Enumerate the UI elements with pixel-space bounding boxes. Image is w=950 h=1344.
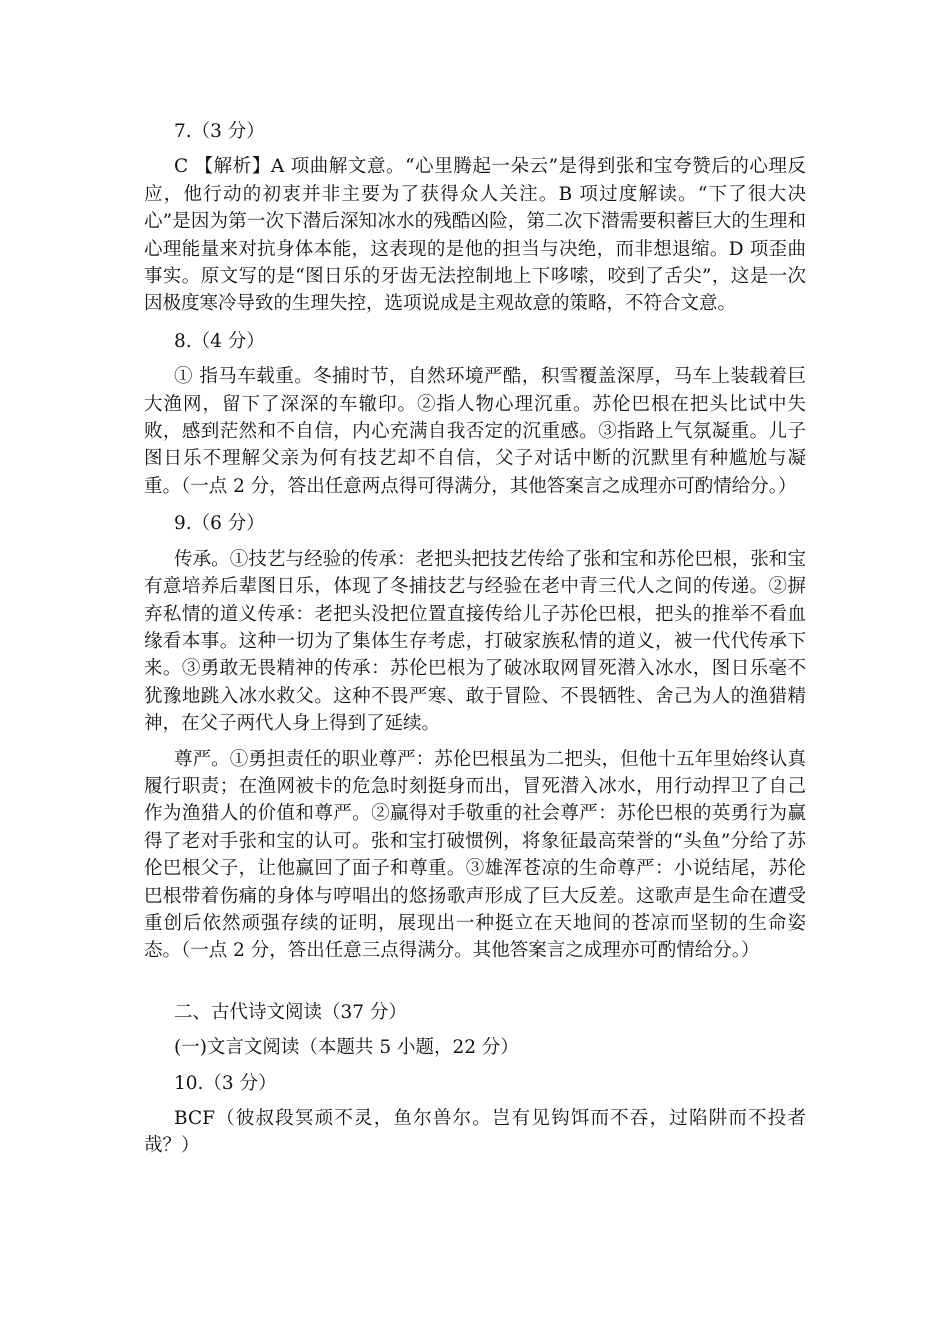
q8-answer: ① 指马车载重。冬捕时节，自然环境严酷，积雪覆盖深厚，马车上装载着巨大渔网，留下了深深的车辙印。②指人物心理沉重。苏伦巴根在把头比试中失败，感到茫然和不自信，内心充满自我否定的沉重感。③指路上气氛凝重。儿子图日乐不理解父亲为何有技艺却不自信，父子对话中断的沉默里有种尴尬与凝重。（一点 2 分，答出任意两点得可得满分，其他答案言之成理亦可酌情给分。） xyxy=(144,366,806,497)
q7-heading: 7.（3 分） xyxy=(174,121,265,142)
answer-key-content xyxy=(144,118,806,1160)
q10-answer: BCF（彼叔段冥顽不灵，鱼尔兽尔。岂有见钩饵而不吞，过陷阱而不投者哉？） xyxy=(144,1108,806,1157)
section2-subtitle: (一)文言文阅读（本题共 5 小题，22 分） xyxy=(174,1037,519,1059)
section2-title: 二、古代诗文阅读（37 分） xyxy=(174,1001,407,1023)
q9-answer-inheritance: 传承。①技艺与经验的传承：老把头把技艺传给了张和宝和苏伦巴根，张和宝有意培养后辈图日乐，体现了冬捕技艺与经验在老中青三代人之间的传递。②摒弃私情的道义传承：老把头没把位置直接传给儿子苏伦巴根，把头的推举不看血缘看本事。这种一切为了集体生存考虑，打破家族私情的道义，被一代代传承下来。③勇敢无畏精神的传承：苏伦巴根为了破冰取网冒死潜入冰水，图日乐毫不犹豫地跳入冰水救父。这种不畏严寒、敢于冒险、不畏牺牲、舍己为人的渔猎精神，在父子两代人身上得到了延续。 xyxy=(144,548,806,735)
q9-heading: 9.（6 分） xyxy=(174,513,265,535)
q7-answer: C 【解析】A 项曲解文意。“心里腾起一朵云”是得到张和宝夸赞后的心理反应，他行动的初衷并非主要为了获得众人关注。B 项过度解读。“下了很大决心”是因为第一次下潜后深知冰水的残酷凶险，第二次下潜需要积蓄巨大的生理和心理能量来对抗身体本能，这表现的是他的担当与决绝，而非想退缩。D 项歪曲事实。原文写的是“图日乐的牙齿无法控制地上下哆嗦，咬到了舌尖”，这是一次因极度寒冷导致的生理失控，选项说成是主观故意的策略，不符合文意。 xyxy=(144,156,806,315)
q8-heading: 8.（4 分） xyxy=(174,330,265,352)
q9-answer-dignity: 尊严。①勇担责任的职业尊严：苏伦巴根虽为二把头，但他十五年里始终认真履行职责；在渔网被卡的危急时刻挺身而出，冒死潜入冰水，用行动捍卫了自己作为渔猎人的价值和尊严。②赢得对手敬重的社会尊严：苏伦巴根的英勇行为赢得了老对手张和宝的认可。张和宝打破惯例，将象征最高荣誉的“头鱼”分给了苏伦巴根父子，让他赢回了面子和尊重。③雄浑苍凉的生命尊严：小说结尾，苏伦巴根带着伤痛的身体与哼唱出的悠扬歌声形成了巨大反差。这歌声是生命在遭受重创后依然顽强存续的证明，展现出一种挺立在天地间的苍凉而坚韧的生命姿态。（一点 2 分，答出任意三点得满分。其他答案言之成理亦可酌情给分。） xyxy=(144,748,806,962)
q10-heading: 10.（3 分） xyxy=(174,1072,277,1094)
